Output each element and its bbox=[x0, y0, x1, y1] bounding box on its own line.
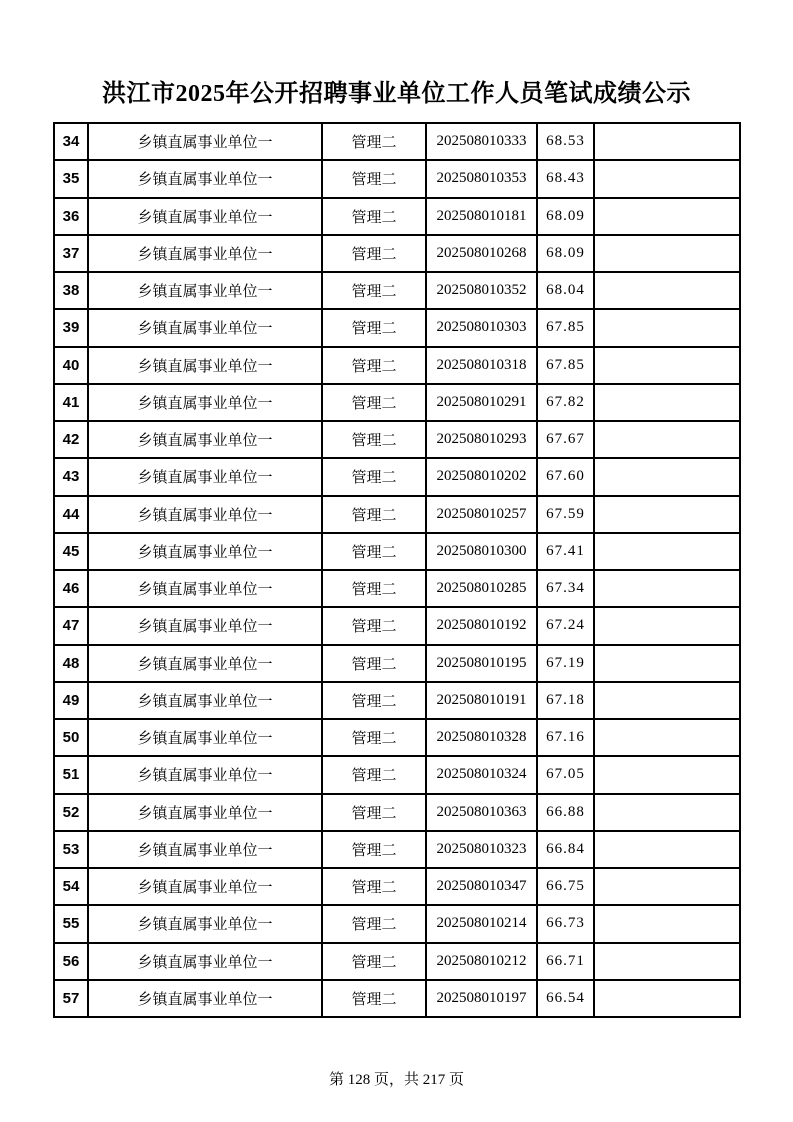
unit-cell: 乡镇直属事业单位一 bbox=[88, 905, 322, 942]
row-number-cell: 56 bbox=[54, 943, 88, 980]
row-number-cell: 53 bbox=[54, 831, 88, 868]
exam-number-cell: 202508010285 bbox=[426, 570, 537, 607]
score-table-body bbox=[54, 123, 740, 1017]
unit-cell: 乡镇直属事业单位一 bbox=[88, 719, 322, 756]
position-cell: 管理二 bbox=[322, 458, 426, 495]
exam-number-cell: 202508010197 bbox=[426, 980, 537, 1017]
score-cell: 66.88 bbox=[537, 794, 594, 831]
position-cell: 管理二 bbox=[322, 980, 426, 1017]
row-number-cell: 43 bbox=[54, 458, 88, 495]
exam-number-cell: 202508010191 bbox=[426, 682, 537, 719]
table-row bbox=[54, 123, 740, 160]
remark-cell bbox=[594, 235, 740, 272]
row-number-cell: 40 bbox=[54, 347, 88, 384]
unit-cell: 乡镇直属事业单位一 bbox=[88, 943, 322, 980]
score-cell: 66.75 bbox=[537, 868, 594, 905]
score-cell: 67.19 bbox=[537, 645, 594, 682]
remark-cell bbox=[594, 272, 740, 309]
table-row bbox=[54, 831, 740, 868]
table-row bbox=[54, 905, 740, 942]
score-cell: 67.67 bbox=[537, 421, 594, 458]
row-number-cell: 55 bbox=[54, 905, 88, 942]
remark-cell bbox=[594, 347, 740, 384]
score-cell: 67.05 bbox=[537, 756, 594, 793]
table-row bbox=[54, 756, 740, 793]
row-number-cell: 46 bbox=[54, 570, 88, 607]
row-number-cell: 41 bbox=[54, 384, 88, 421]
position-cell: 管理二 bbox=[322, 123, 426, 160]
position-cell: 管理二 bbox=[322, 309, 426, 346]
remark-cell bbox=[594, 719, 740, 756]
score-cell: 67.41 bbox=[537, 533, 594, 570]
position-cell: 管理二 bbox=[322, 756, 426, 793]
remark-cell bbox=[594, 533, 740, 570]
remark-cell bbox=[594, 160, 740, 197]
exam-number-cell: 202508010363 bbox=[426, 794, 537, 831]
position-cell: 管理二 bbox=[322, 496, 426, 533]
unit-cell: 乡镇直属事业单位一 bbox=[88, 794, 322, 831]
exam-number-cell: 202508010202 bbox=[426, 458, 537, 495]
unit-cell: 乡镇直属事业单位一 bbox=[88, 160, 322, 197]
exam-number-cell: 202508010323 bbox=[426, 831, 537, 868]
exam-number-cell: 202508010268 bbox=[426, 235, 537, 272]
exam-number-cell: 202508010192 bbox=[426, 607, 537, 644]
page-title: 洪江市2025年公开招聘事业单位工作人员笔试成绩公示 bbox=[102, 81, 691, 107]
row-number-cell: 35 bbox=[54, 160, 88, 197]
score-cell: 68.53 bbox=[537, 123, 594, 160]
remark-cell bbox=[594, 607, 740, 644]
table-row bbox=[54, 794, 740, 831]
remark-cell bbox=[594, 794, 740, 831]
score-cell: 67.24 bbox=[537, 607, 594, 644]
exam-number-cell: 202508010352 bbox=[426, 272, 537, 309]
score-cell: 67.85 bbox=[537, 347, 594, 384]
table-row bbox=[54, 533, 740, 570]
table-row bbox=[54, 309, 740, 346]
score-cell: 67.82 bbox=[537, 384, 594, 421]
row-number-cell: 57 bbox=[54, 980, 88, 1017]
unit-cell: 乡镇直属事业单位一 bbox=[88, 980, 322, 1017]
remark-cell bbox=[594, 570, 740, 607]
remark-cell bbox=[594, 868, 740, 905]
exam-number-cell: 202508010318 bbox=[426, 347, 537, 384]
unit-cell: 乡镇直属事业单位一 bbox=[88, 496, 322, 533]
position-cell: 管理二 bbox=[322, 533, 426, 570]
table-row bbox=[54, 868, 740, 905]
position-cell: 管理二 bbox=[322, 868, 426, 905]
row-number-cell: 49 bbox=[54, 682, 88, 719]
row-number-cell: 50 bbox=[54, 719, 88, 756]
score-cell: 67.16 bbox=[537, 719, 594, 756]
score-cell: 66.73 bbox=[537, 905, 594, 942]
position-cell: 管理二 bbox=[322, 421, 426, 458]
unit-cell: 乡镇直属事业单位一 bbox=[88, 458, 322, 495]
table-row bbox=[54, 943, 740, 980]
exam-number-cell: 202508010257 bbox=[426, 496, 537, 533]
table-row bbox=[54, 496, 740, 533]
score-cell: 68.09 bbox=[537, 235, 594, 272]
score-cell: 66.54 bbox=[537, 980, 594, 1017]
unit-cell: 乡镇直属事业单位一 bbox=[88, 123, 322, 160]
score-cell: 66.71 bbox=[537, 943, 594, 980]
score-cell: 67.59 bbox=[537, 496, 594, 533]
row-number-cell: 52 bbox=[54, 794, 88, 831]
exam-number-cell: 202508010300 bbox=[426, 533, 537, 570]
position-cell: 管理二 bbox=[322, 719, 426, 756]
score-table bbox=[53, 122, 741, 1018]
remark-cell bbox=[594, 496, 740, 533]
exam-number-cell: 202508010293 bbox=[426, 421, 537, 458]
row-number-cell: 36 bbox=[54, 198, 88, 235]
table-row bbox=[54, 980, 740, 1017]
row-number-cell: 47 bbox=[54, 607, 88, 644]
position-cell: 管理二 bbox=[322, 645, 426, 682]
remark-cell bbox=[594, 198, 740, 235]
remark-cell bbox=[594, 309, 740, 346]
unit-cell: 乡镇直属事业单位一 bbox=[88, 533, 322, 570]
position-cell: 管理二 bbox=[322, 235, 426, 272]
position-cell: 管理二 bbox=[322, 160, 426, 197]
score-cell: 68.04 bbox=[537, 272, 594, 309]
unit-cell: 乡镇直属事业单位一 bbox=[88, 272, 322, 309]
exam-number-cell: 202508010291 bbox=[426, 384, 537, 421]
table-row bbox=[54, 347, 740, 384]
score-cell: 67.18 bbox=[537, 682, 594, 719]
unit-cell: 乡镇直属事业单位一 bbox=[88, 309, 322, 346]
exam-number-cell: 202508010347 bbox=[426, 868, 537, 905]
exam-number-cell: 202508010214 bbox=[426, 905, 537, 942]
score-cell: 68.09 bbox=[537, 198, 594, 235]
score-cell: 66.84 bbox=[537, 831, 594, 868]
unit-cell: 乡镇直属事业单位一 bbox=[88, 868, 322, 905]
unit-cell: 乡镇直属事业单位一 bbox=[88, 645, 322, 682]
exam-number-cell: 202508010212 bbox=[426, 943, 537, 980]
row-number-cell: 44 bbox=[54, 496, 88, 533]
position-cell: 管理二 bbox=[322, 384, 426, 421]
remark-cell bbox=[594, 458, 740, 495]
unit-cell: 乡镇直属事业单位一 bbox=[88, 235, 322, 272]
remark-cell bbox=[594, 756, 740, 793]
position-cell: 管理二 bbox=[322, 943, 426, 980]
position-cell: 管理二 bbox=[322, 607, 426, 644]
score-cell: 68.43 bbox=[537, 160, 594, 197]
position-cell: 管理二 bbox=[322, 794, 426, 831]
remark-cell bbox=[594, 831, 740, 868]
row-number-cell: 38 bbox=[54, 272, 88, 309]
position-cell: 管理二 bbox=[322, 905, 426, 942]
row-number-cell: 45 bbox=[54, 533, 88, 570]
table-row bbox=[54, 198, 740, 235]
table-row bbox=[54, 682, 740, 719]
exam-number-cell: 202508010181 bbox=[426, 198, 537, 235]
remark-cell bbox=[594, 905, 740, 942]
remark-cell bbox=[594, 943, 740, 980]
remark-cell bbox=[594, 123, 740, 160]
table-row bbox=[54, 272, 740, 309]
table-row bbox=[54, 645, 740, 682]
table-row bbox=[54, 235, 740, 272]
table-row bbox=[54, 421, 740, 458]
unit-cell: 乡镇直属事业单位一 bbox=[88, 831, 322, 868]
unit-cell: 乡镇直属事业单位一 bbox=[88, 421, 322, 458]
remark-cell bbox=[594, 980, 740, 1017]
row-number-cell: 37 bbox=[54, 235, 88, 272]
unit-cell: 乡镇直属事业单位一 bbox=[88, 682, 322, 719]
table-row bbox=[54, 160, 740, 197]
exam-number-cell: 202508010333 bbox=[426, 123, 537, 160]
table-row bbox=[54, 458, 740, 495]
position-cell: 管理二 bbox=[322, 570, 426, 607]
score-cell: 67.34 bbox=[537, 570, 594, 607]
score-cell: 67.85 bbox=[537, 309, 594, 346]
score-cell: 67.60 bbox=[537, 458, 594, 495]
row-number-cell: 51 bbox=[54, 756, 88, 793]
position-cell: 管理二 bbox=[322, 682, 426, 719]
exam-number-cell: 202508010195 bbox=[426, 645, 537, 682]
table-row bbox=[54, 570, 740, 607]
page-footer: 第 128 页，共 217 页 bbox=[328, 1072, 464, 1088]
unit-cell: 乡镇直属事业单位一 bbox=[88, 347, 322, 384]
unit-cell: 乡镇直属事业单位一 bbox=[88, 198, 322, 235]
table-row bbox=[54, 719, 740, 756]
position-cell: 管理二 bbox=[322, 198, 426, 235]
position-cell: 管理二 bbox=[322, 831, 426, 868]
table-row bbox=[54, 607, 740, 644]
remark-cell bbox=[594, 384, 740, 421]
row-number-cell: 54 bbox=[54, 868, 88, 905]
unit-cell: 乡镇直属事业单位一 bbox=[88, 570, 322, 607]
row-number-cell: 48 bbox=[54, 645, 88, 682]
exam-number-cell: 202508010324 bbox=[426, 756, 537, 793]
row-number-cell: 39 bbox=[54, 309, 88, 346]
position-cell: 管理二 bbox=[322, 272, 426, 309]
unit-cell: 乡镇直属事业单位一 bbox=[88, 607, 322, 644]
unit-cell: 乡镇直属事业单位一 bbox=[88, 756, 322, 793]
exam-number-cell: 202508010328 bbox=[426, 719, 537, 756]
position-cell: 管理二 bbox=[322, 347, 426, 384]
row-number-cell: 34 bbox=[54, 123, 88, 160]
remark-cell bbox=[594, 645, 740, 682]
exam-number-cell: 202508010303 bbox=[426, 309, 537, 346]
table-row bbox=[54, 384, 740, 421]
exam-number-cell: 202508010353 bbox=[426, 160, 537, 197]
remark-cell bbox=[594, 682, 740, 719]
remark-cell bbox=[594, 421, 740, 458]
row-number-cell: 42 bbox=[54, 421, 88, 458]
unit-cell: 乡镇直属事业单位一 bbox=[88, 384, 322, 421]
